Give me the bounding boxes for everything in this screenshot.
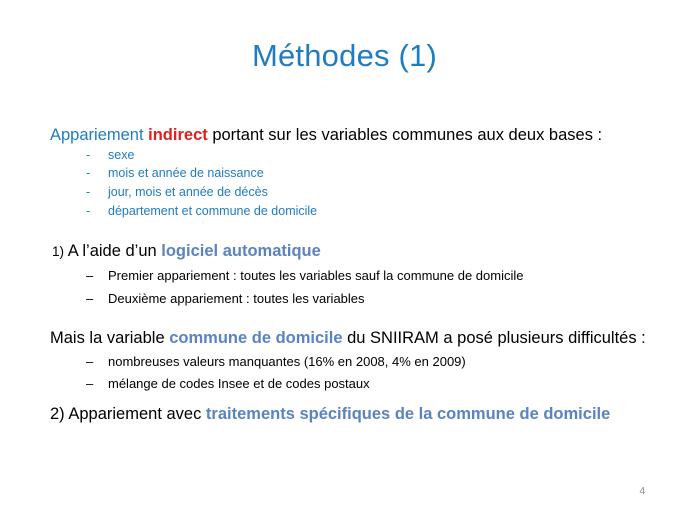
dash-marker: - bbox=[86, 204, 91, 218]
dash-marker: - bbox=[86, 148, 91, 162]
variable-label: sexe bbox=[108, 148, 135, 162]
section1-item-text: Premier appariement : toutes les variables sauf la commune de domicile bbox=[108, 268, 524, 283]
variable-label: jour, mois et année de décès bbox=[108, 185, 268, 199]
intro-suffix: portant sur les variables communes aux deux bases : bbox=[207, 126, 603, 144]
variable-item bbox=[86, 166, 264, 180]
section2-item-text: nombreuses valeurs manquantes (16% en 2008, 4% en 2009) bbox=[108, 354, 466, 369]
section1-number: 1) bbox=[52, 244, 65, 259]
section1-prefix: A l’aide d’un bbox=[64, 242, 162, 260]
variable-label: département et commune de domicile bbox=[108, 204, 318, 218]
section2-heading bbox=[50, 329, 646, 348]
section2-item-text: mélange de codes Insee et de codes postaux bbox=[108, 376, 370, 391]
section1-heading bbox=[52, 242, 321, 261]
section3-highlight: traitements spécifiques de la commune de domicile bbox=[205, 405, 611, 423]
section3-prefix: 2) Appariement avec bbox=[50, 405, 206, 423]
variable-label: mois et année de naissance bbox=[108, 166, 264, 180]
section2-highlight: commune de domicile bbox=[169, 329, 343, 347]
section1-item bbox=[86, 268, 523, 283]
dash-marker: – bbox=[86, 291, 94, 306]
section1-item bbox=[86, 291, 365, 306]
section2-item bbox=[86, 354, 466, 369]
dash-marker: – bbox=[86, 268, 94, 283]
dash-marker: - bbox=[86, 166, 91, 180]
intro-emphasis: indirect bbox=[148, 126, 208, 144]
slide-title: Méthodes (1) bbox=[251, 38, 438, 73]
variable-item bbox=[86, 204, 317, 218]
dash-marker: – bbox=[86, 354, 94, 369]
section1-highlight: logiciel automatique bbox=[161, 242, 321, 260]
page-number: 4 bbox=[639, 486, 645, 497]
dash-marker: – bbox=[86, 376, 94, 391]
section1-item-text: Deuxième appariement : toutes les variables bbox=[108, 291, 365, 306]
intro-line bbox=[50, 126, 602, 145]
section2-suffix: du SNIIRAM a posé plusieurs difficultés : bbox=[342, 329, 646, 347]
intro-prefix: Appariement bbox=[50, 126, 149, 144]
variable-item bbox=[86, 148, 134, 162]
section2-item bbox=[86, 376, 370, 391]
dash-marker: - bbox=[86, 185, 91, 199]
section3-heading bbox=[50, 405, 610, 424]
section2-prefix: Mais la variable bbox=[50, 329, 170, 347]
variable-item bbox=[86, 185, 268, 199]
